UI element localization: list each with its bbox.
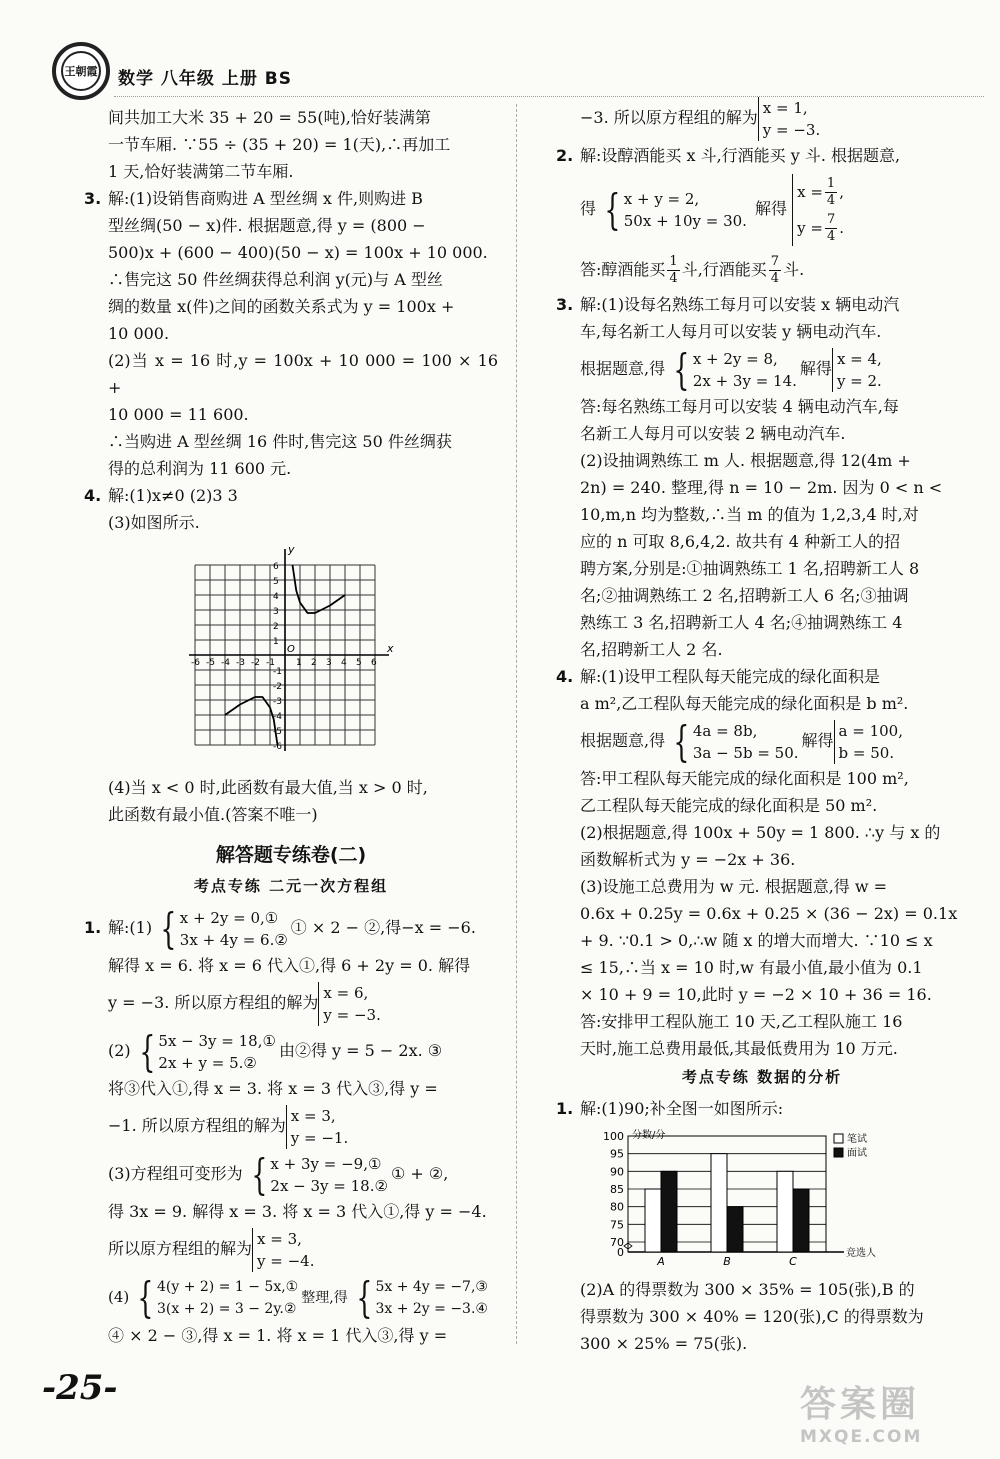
- x-axis-label: x: [387, 642, 394, 655]
- brace-icon: {: [139, 1026, 156, 1076]
- equation: a = 100,: [838, 721, 903, 740]
- text-line: 间共加工大米 35 + 20 = 55(吨),恰好装满第: [108, 108, 431, 127]
- question-number: 3.: [84, 189, 102, 208]
- equation: x = 6,: [323, 983, 369, 1002]
- equation: y =: [797, 218, 823, 237]
- text-line: 答:每名熟练工每月可以安装 4 辆电动汽车,每: [580, 397, 899, 416]
- fraction: [769, 254, 781, 287]
- equation: y = −4.: [257, 1251, 315, 1270]
- y-tick-label: 80: [610, 1200, 624, 1214]
- text-span: (2): [108, 1041, 131, 1060]
- publisher-logo: [52, 42, 110, 100]
- text-line: 500)x + (600 − 400)(50 − x) = 100x + 10 000.: [108, 243, 488, 262]
- watermark-text: 答案圈: [800, 1384, 921, 1425]
- text-line: (2)当 x = 16 时,y = 100x + 10 000 = 100 × 16 +: [108, 351, 498, 397]
- text-line: 解:(1)设销售商购进 A 型丝绸 x 件,则购进 B: [108, 189, 423, 208]
- text-span: ① × 2 − ②,得−x = −6.: [290, 918, 476, 937]
- x-tick-label: B: [723, 1255, 731, 1268]
- denominator: 4: [826, 229, 836, 244]
- solution-line: [84, 979, 498, 1027]
- text-line: a m²,乙工程队每天能完成的绿化面积是 b m².: [580, 694, 909, 713]
- y-tick-label: -3: [273, 697, 282, 707]
- equation-system: [132, 1273, 299, 1322]
- text-line: 得 3x = 9. 解得 x = 3. 将 x = 3 代入①,得 y = −4.: [108, 1202, 487, 1221]
- origin-label: O: [287, 644, 295, 655]
- text-line: 解:(1)设甲工程队每天能完成的绿化面积是: [580, 667, 881, 686]
- equation: 50x + 10y = 30.: [623, 211, 747, 230]
- bar-written-test: [645, 1189, 661, 1252]
- legend-label: 笔试: [847, 1134, 867, 1145]
- text-line: 得的总利润为 11 600 元.: [108, 459, 292, 478]
- text-span: 解得: [799, 359, 832, 378]
- legend-label: 面试: [847, 1148, 867, 1159]
- watermark-url: MXQE.COM: [800, 1427, 923, 1447]
- text-line: 一节车厢. ∵55 ÷ (35 + 20) = 1(天),∴再加工: [108, 135, 451, 154]
- question-number: 1.: [556, 1099, 574, 1118]
- equation: 2x + y = 5.②: [158, 1053, 257, 1072]
- text-line: 答:甲工程队每天能完成的绿化面积是 100 m²,: [580, 769, 909, 788]
- text-line: 此函数有最小值.(答案不唯一): [108, 805, 318, 824]
- y-tick-label: 85: [610, 1183, 624, 1196]
- denominator: 4: [669, 271, 678, 286]
- brace-icon: {: [673, 716, 690, 766]
- text-line: (2)A 的得票数为 300 × 35% = 105(张),B 的: [580, 1280, 915, 1299]
- equation: x + y = 2,: [623, 189, 700, 208]
- equation: y = 2.: [836, 371, 882, 390]
- text-line: ∴当购进 A 型丝绸 16 件时,售完这 50 件丝绸获: [108, 432, 452, 451]
- equation: 3x + 4y = 6.②: [179, 930, 288, 949]
- equation: x = 3,: [290, 1106, 336, 1125]
- solution-line: [84, 1102, 498, 1150]
- text-line: 10 000 = 11 600.: [108, 405, 249, 424]
- left-column: [84, 104, 498, 1349]
- brace-icon: {: [160, 903, 177, 953]
- text-span: 所以原方程组的解为: [108, 1239, 253, 1258]
- exercise-1: [84, 904, 498, 952]
- sub-title: 考点专练 二元一次方程组: [193, 877, 389, 895]
- x-tick-label: 6: [371, 658, 377, 668]
- equation: x = 1,: [762, 98, 808, 117]
- y-tick-label: -1: [273, 667, 282, 677]
- exercise-1-part-4: [84, 1273, 498, 1322]
- text-line: 1 天,恰好装满第二节车厢.: [108, 162, 294, 181]
- text-line: 车,每名新工人每月可以安装 y 辆电动汽车.: [580, 322, 882, 341]
- text-line: ≤ 15,∴当 x = 10 时,w 有最小值,最小值为 0.1: [580, 958, 923, 977]
- text-line: 型丝绸(50 − x)件. 根据题意,得 y = (800 −: [108, 216, 426, 235]
- equation: x = 3,: [257, 1229, 302, 1248]
- text-line: 将③代入①,得 x = 3. 将 x = 3 代入③,得 y =: [108, 1079, 438, 1098]
- equation: y = −3.: [762, 120, 821, 139]
- equation: x + 2y = 8,: [692, 349, 778, 368]
- question-number: 4.: [84, 486, 102, 505]
- fraction: [825, 212, 837, 245]
- text-line: 解:(1)设每名熟练工每月可以安装 x 辆电动汽: [580, 295, 900, 314]
- logo-text: 王朝霞: [64, 65, 98, 78]
- x-tick-label: -1: [266, 658, 275, 668]
- text-span: 解:(1): [108, 918, 153, 937]
- equation: 2x + 3y = 14.: [692, 371, 797, 390]
- text-span: −3. 所以原方程组的解为: [580, 108, 758, 127]
- equation-system: [351, 1273, 488, 1322]
- denominator: 4: [826, 193, 836, 208]
- text-line: 300 × 25% = 75(张).: [580, 1334, 748, 1353]
- brace-icon: {: [251, 1149, 268, 1199]
- text-line: 函数解析式为 y = −2x + 36.: [580, 850, 796, 869]
- text-line: 天时,施工总费用最低,其最低费用为 10 万元.: [580, 1039, 898, 1058]
- equation: x + 2y = 0,①: [179, 908, 279, 927]
- text-span: 斗,行酒能买: [681, 260, 767, 279]
- y-tick-label: 3: [273, 607, 279, 617]
- text-line: (2)设抽调熟练工 m 人. 根据题意,得 12(4m +: [580, 451, 911, 470]
- answer-line: [556, 249, 968, 291]
- y-tick-label: -6: [273, 742, 282, 752]
- function-graph-svg: [180, 542, 394, 768]
- question-number: 1.: [84, 918, 102, 937]
- text-line: 熟练工 3 名,招聘新工人 4 名;④抽调熟练工 4: [580, 613, 903, 632]
- x-tick-label: 1: [296, 658, 302, 668]
- equation: x = 4,: [836, 349, 882, 368]
- text-line: 解得 x = 6. 将 x = 6 代入①,得 6 + 2y = 0. 解得: [108, 956, 471, 975]
- numerator: 1: [669, 254, 678, 269]
- y-tick-label: 2: [273, 622, 279, 632]
- text-line: (3)设施工总费用为 w 元. 根据题意,得 w =: [580, 877, 888, 896]
- text-span: 解得: [755, 199, 788, 218]
- text-line: 名新工人每月可以安装 2 辆电动汽车.: [580, 424, 846, 443]
- text-span: 得: [580, 199, 597, 218]
- text-line: + 9. ∵0.1 > 0,∴w 随 x 的增大而增大. ∵10 ≤ x: [580, 931, 933, 950]
- brace-icon: {: [604, 184, 621, 234]
- equation: b = 50.: [838, 743, 895, 762]
- text-line: 10,m,n 均为整数,∴当 m 的值为 1,2,3,4 时,对: [580, 505, 919, 524]
- text-line: ④ × 2 − ③,得 x = 1. 将 x = 1 代入③,得 y =: [108, 1326, 448, 1345]
- equation: 4(y + 2) = 1 − 5x,①: [156, 1279, 299, 1295]
- text-span: 斗.: [783, 260, 805, 279]
- exercise-1-part-2: [84, 1027, 498, 1075]
- solution-set: [252, 1228, 314, 1272]
- text-span: (3)方程组可变形为: [108, 1164, 243, 1183]
- text-span: −1. 所以原方程组的解为: [108, 1116, 286, 1135]
- bar-written-test: [711, 1154, 727, 1252]
- section-title: 解答题专练卷(二): [215, 844, 367, 866]
- text-line: (2)根据题意,得 100x + 50y = 1 800. ∴y 与 x 的: [580, 823, 941, 842]
- text-line: 解:设醇酒能买 x 斗,行酒能买 y 斗. 根据题意,: [580, 146, 901, 165]
- question-number: 3.: [556, 295, 574, 314]
- brace-icon: {: [356, 1273, 373, 1322]
- equation-system: [246, 1149, 388, 1199]
- solution-set: [318, 982, 380, 1026]
- bar-interview: [793, 1189, 809, 1252]
- x-axis-label: 竞选人: [846, 1248, 876, 1259]
- text-span: y = −3. 所以原方程组的解为: [108, 993, 319, 1012]
- bar-written-test: [777, 1171, 793, 1252]
- y-tick-label: 100: [603, 1130, 624, 1143]
- logo-badge-icon: [61, 51, 101, 91]
- equation: 4a = 8b,: [692, 721, 758, 740]
- equation: y = −1.: [290, 1128, 349, 1147]
- text-line: 2n) = 240. 整理,得 n = 10 − 2m. 因为 0 < n <: [580, 478, 943, 497]
- denominator: 4: [770, 271, 780, 286]
- text-line: 乙工程队每天能完成的绿化面积是 50 m².: [580, 796, 878, 815]
- numerator: 7: [770, 254, 780, 269]
- solution-set: [286, 1105, 348, 1149]
- x-tick-label: -4: [221, 658, 230, 668]
- equation-system: [668, 344, 797, 394]
- solution-set: x = $\frac{1}{4}$ , y = $\frac{7}{4}$ .: [792, 174, 844, 246]
- text-line: 得票数为 300 × 40% = 120(张),C 的得票数为: [580, 1307, 924, 1326]
- x-tick-label: -5: [206, 658, 215, 668]
- text-line: 解:(1)90;补全图一如图所示:: [580, 1099, 784, 1118]
- equation: 3(x + 2) = 3 − 2y.②: [156, 1301, 297, 1317]
- question-3: [84, 185, 498, 212]
- exercise-1-part-3: [84, 1150, 498, 1198]
- book-title: 数学 八年级 上册 BS: [118, 69, 292, 89]
- x-tick-label: -2: [251, 658, 260, 668]
- equation-line: [556, 717, 968, 765]
- brace-icon: {: [673, 344, 690, 394]
- equation: 5x + 4y = −7,③: [375, 1279, 488, 1295]
- bar-interview: [661, 1171, 677, 1252]
- y-tick-label: -5: [273, 727, 282, 737]
- numerator: 7: [826, 212, 836, 227]
- text-span: ① + ②,: [390, 1164, 449, 1183]
- right-column: [556, 98, 968, 1357]
- question-2: [556, 142, 968, 169]
- equation: x + 3y = −9,①: [270, 1154, 382, 1173]
- y-axis-label: y: [288, 543, 295, 556]
- score-bar-chart: [596, 1126, 896, 1274]
- sub-title: 考点专练 数据的分析: [681, 1068, 843, 1086]
- equation-system: [668, 716, 799, 766]
- text-line: 绸的数量 x(件)之间的函数关系式为 y = 100x +: [108, 297, 455, 316]
- y-tick-label: -4: [273, 712, 282, 722]
- equation: 2x − 3y = 18.②: [270, 1176, 388, 1195]
- equation-system: [134, 1026, 276, 1076]
- y-axis-label: 分数/分: [632, 1130, 666, 1141]
- fraction: [667, 254, 679, 287]
- equation: x =: [797, 182, 823, 201]
- text-line: ∴售完这 50 件丝绸获得总利润 y(元)与 A 型丝: [108, 270, 443, 289]
- x-tick-label: 2: [311, 658, 317, 668]
- text-span: 由②得 y = 5 − 2x. ③: [278, 1041, 443, 1060]
- solution-line: [84, 1225, 498, 1273]
- text-line: 答:安排甲工程队施工 10 天,乙工程队施工 16: [580, 1012, 903, 1031]
- brace-icon: {: [137, 1273, 154, 1322]
- question-4: [84, 482, 498, 509]
- text-line: 10 000.: [108, 324, 170, 343]
- y-tick-label: 0: [617, 1246, 624, 1259]
- text-span: 解得: [801, 731, 834, 750]
- numerator: 1: [826, 176, 836, 191]
- x-tick-label: A: [657, 1255, 665, 1268]
- legend-swatch: [834, 1134, 843, 1143]
- text-line: × 10 + 9 = 10,此时 y = −2 × 10 + 36 = 16.: [580, 985, 932, 1004]
- equation: 5x − 3y = 18,①: [158, 1031, 276, 1050]
- text-line: 名;②抽调熟练工 2 名,招聘新工人 6 名;③抽调: [580, 586, 909, 605]
- page-number: -25-: [42, 1368, 118, 1408]
- text-line: 应的 n 可取 8,6,4,2. 故共有 4 种新工人的招: [580, 532, 901, 551]
- equation: y = −3.: [323, 1005, 381, 1024]
- text-span: 根据题意,得: [580, 359, 666, 378]
- y-tick-label: 75: [610, 1218, 624, 1232]
- text-span: 整理,得: [301, 1290, 348, 1306]
- column-divider: [516, 104, 517, 1344]
- bar-interview: [727, 1207, 743, 1252]
- equation-system: [599, 184, 747, 234]
- question-number: 2.: [556, 146, 574, 165]
- solution-set: [832, 348, 882, 392]
- x-tick-label: C: [789, 1255, 797, 1268]
- function-graph: [180, 542, 394, 768]
- text-line: 名,招聘新工人 2 名.: [580, 640, 723, 659]
- text-span: (4): [108, 1288, 130, 1306]
- page-header: [52, 42, 992, 102]
- solution-line: [556, 94, 968, 142]
- text-line: (4)当 x < 0 时,此函数有最大值,当 x > 0 时,: [108, 778, 428, 797]
- x-tick-label: 4: [341, 658, 347, 668]
- y-tick-label: 90: [610, 1165, 624, 1179]
- equation-line: [556, 345, 968, 393]
- x-tick-label: 3: [326, 658, 332, 668]
- equation: 3x + 2y = −3.④: [375, 1301, 488, 1317]
- score-bar-chart-svg: [596, 1126, 896, 1274]
- y-tick-label: 1: [273, 637, 279, 647]
- x-tick-label: 5: [356, 658, 362, 668]
- data-question-1: [556, 1095, 968, 1122]
- watermark: [800, 1376, 922, 1447]
- x-tick-label: -6: [191, 658, 200, 668]
- question-4: [556, 663, 968, 690]
- y-tick-label: -2: [273, 682, 282, 692]
- question-3: [556, 291, 968, 318]
- equation-line: [556, 169, 968, 249]
- equation-system: [155, 903, 288, 953]
- text-line: 解:(1)x≠0 (2)3 3: [108, 486, 238, 505]
- fraction: [825, 176, 837, 209]
- y-tick-label: 5: [273, 577, 279, 587]
- y-tick-label: 95: [610, 1147, 624, 1161]
- solution-set: [834, 720, 903, 764]
- text-line: 0.6x + 0.25y = 0.6x + 0.25 × (36 − 2x) = 0.1x: [580, 904, 958, 923]
- y-tick-label: 6: [273, 562, 279, 572]
- text-span: 答:醇酒能买: [580, 260, 666, 279]
- text-line: 聘方案,分别是:①抽调熟练工 1 名,招聘新工人 8: [580, 559, 920, 578]
- x-tick-label: -3: [236, 658, 245, 668]
- text-line: (3)如图所示.: [108, 513, 200, 532]
- solution-set: [758, 97, 820, 141]
- legend-swatch: [834, 1148, 843, 1157]
- text-span: 根据题意,得: [580, 731, 666, 750]
- y-tick-label: 70: [610, 1236, 624, 1249]
- y-tick-label: 4: [273, 592, 279, 602]
- question-number: 4.: [556, 667, 574, 686]
- equation: 3a − 5b = 50.: [692, 743, 799, 762]
